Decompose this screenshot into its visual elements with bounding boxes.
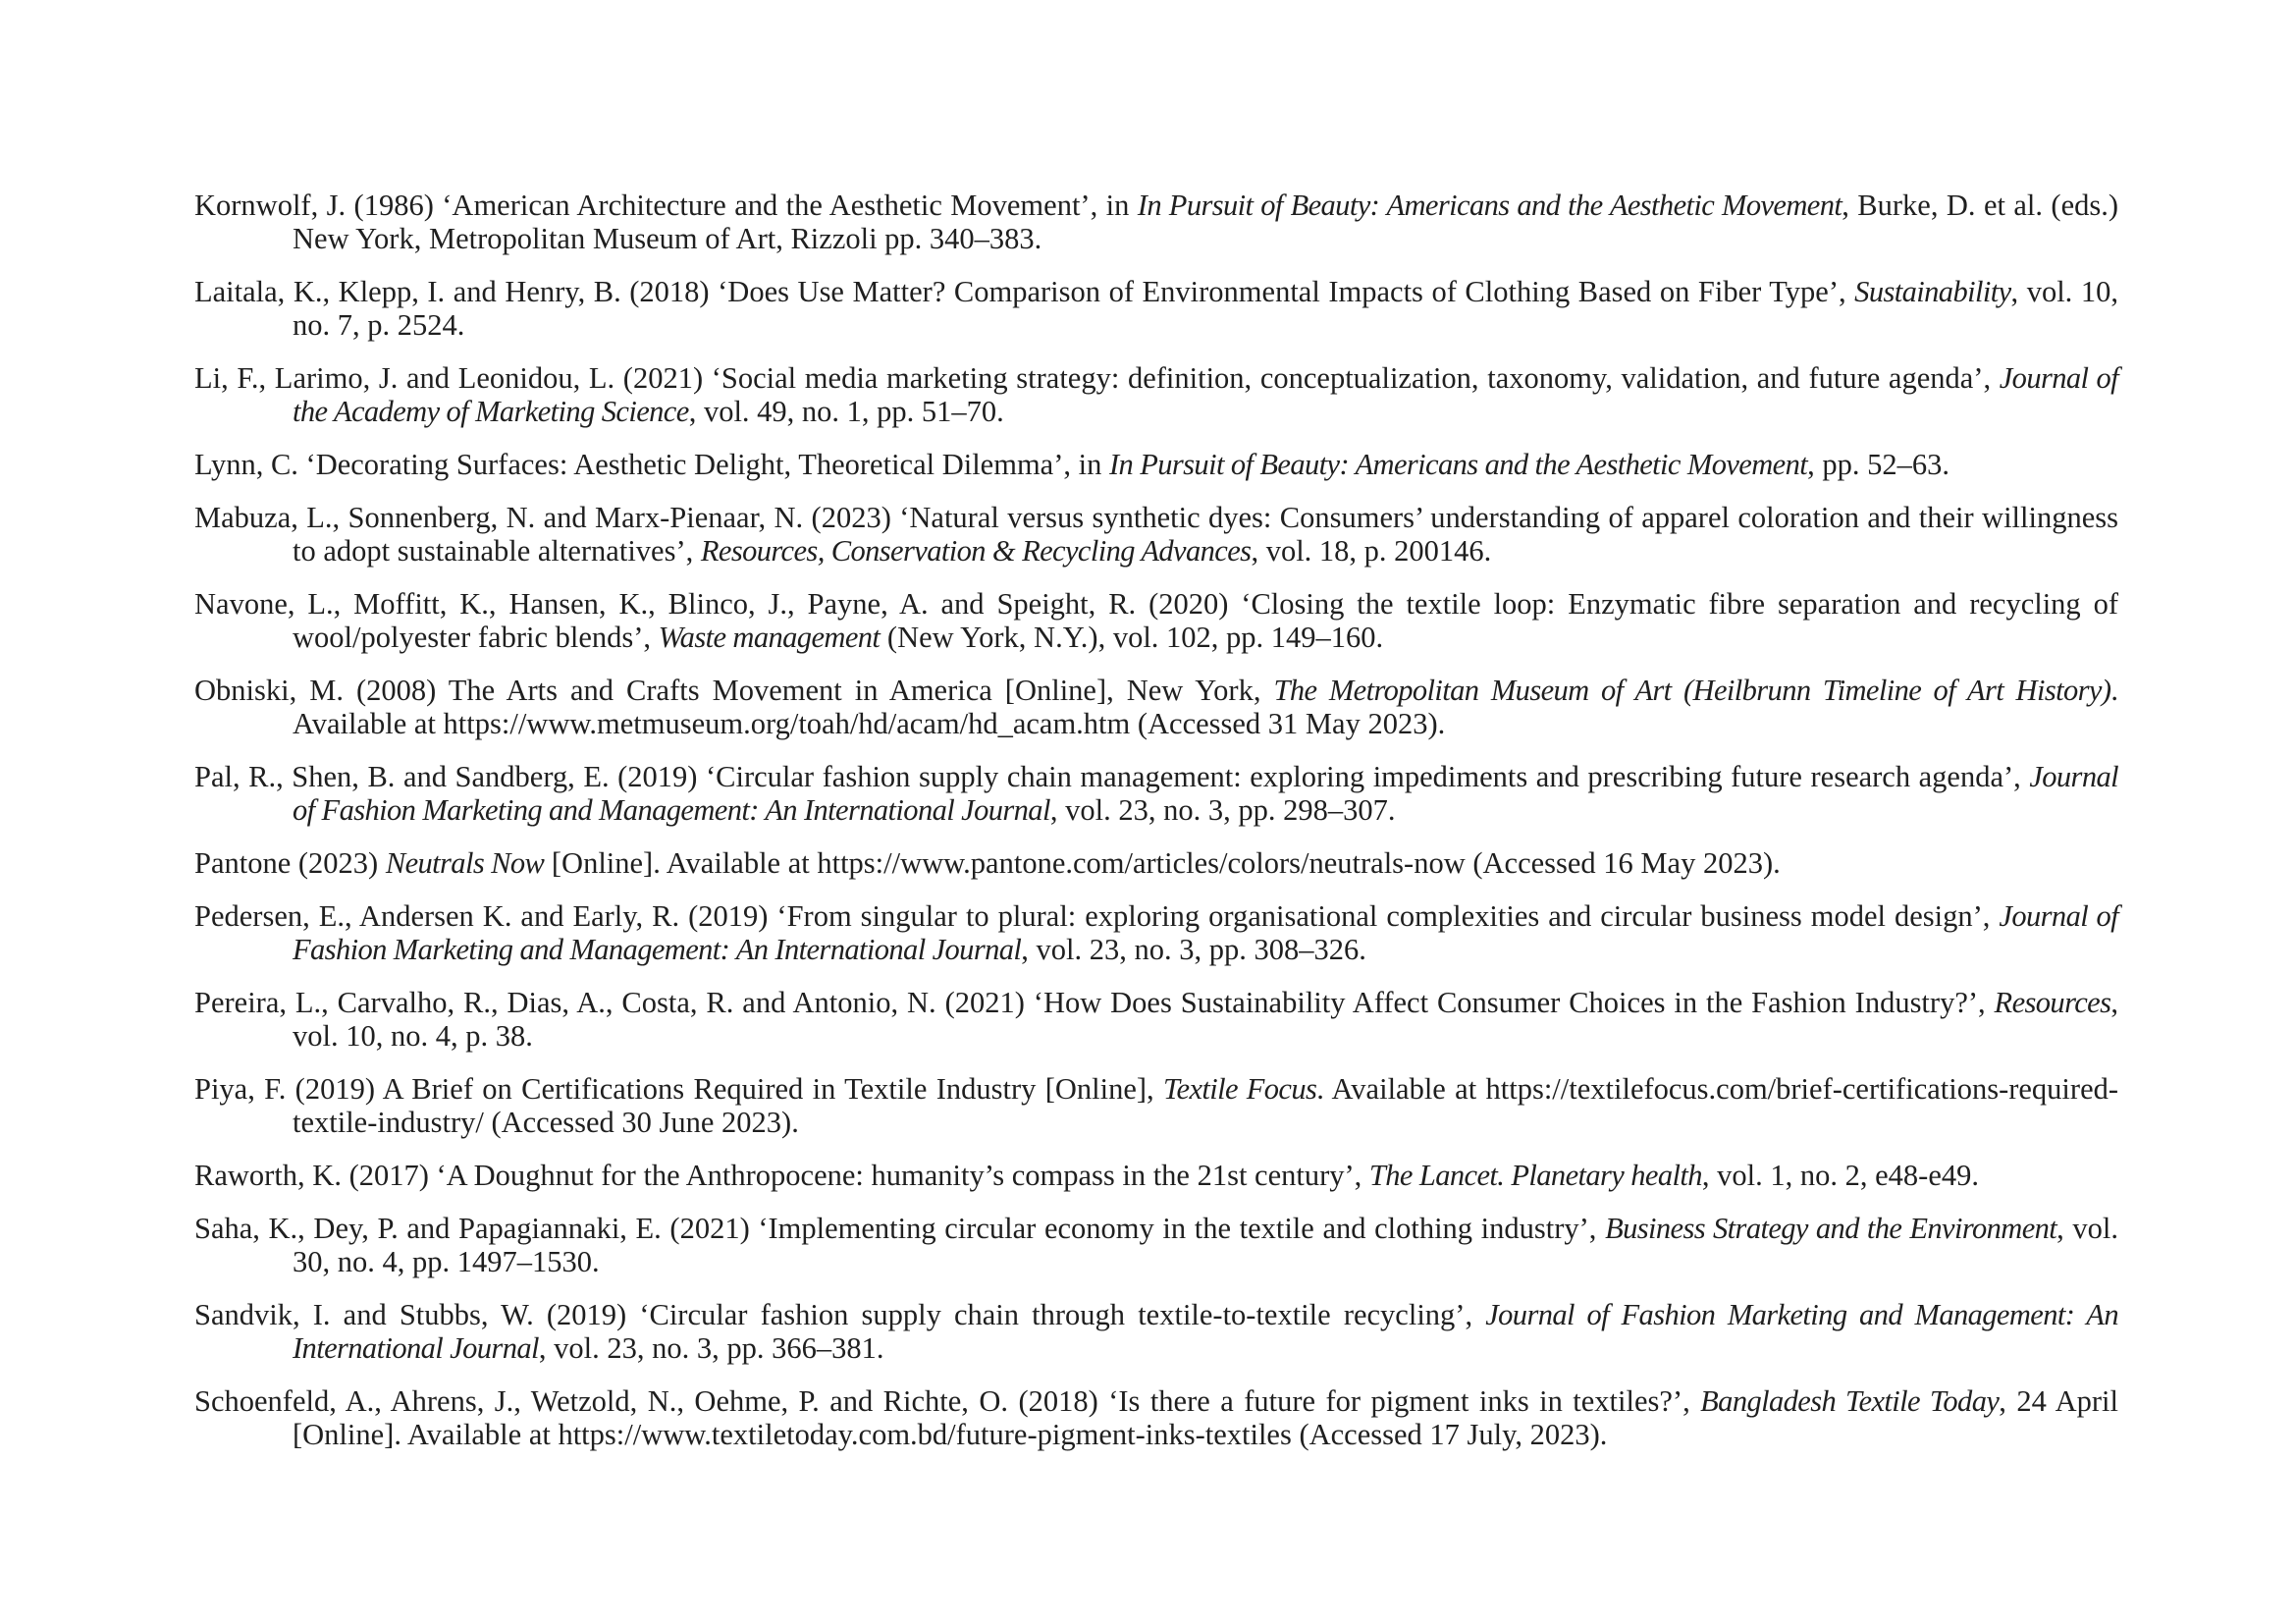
reference-text: . Available at https://www.metmuseum.org/toah/hd/acam/hd_acam.htm (Accessed 31 May 2023). <box>293 674 2118 740</box>
reference-text: Pedersen, E., Andersen K. and Early, R. (2019) ‘From singular to plural: exploring organisational complexities and circular business model design’, <box>194 899 2000 933</box>
reference-source-title: In Pursuit of Beauty: Americans and the Aesthetic Movement <box>1137 189 1842 222</box>
reference-text: Kornwolf, J. (1986) ‘American Architecture and the Aesthetic Movement’, in <box>194 189 1138 222</box>
reference-source-title: The Lancet. Planetary health <box>1368 1159 1702 1192</box>
reference-text: , vol. 30, no. 4, pp. 1497–1530. <box>293 1212 2119 1278</box>
reference-text: Piya, F. (2019) A Brief on Certifications Required in Textile Industry [Online], <box>194 1072 1163 1106</box>
reference-entry <box>194 448 2118 481</box>
reference-source-title: Business Strategy and the Environment <box>1605 1212 2057 1245</box>
reference-source-title: The Metropolitan Museum of Art (Heilbrunn Timeline of Art History) <box>1273 674 2111 707</box>
reference-text: Pereira, L., Carvalho, R., Dias, A., Costa, R. and Antonio, N. (2021) ‘How Does Sustainability Affect Consumer Choices in the Fashion Industry?’, <box>194 986 1995 1019</box>
reference-text: Saha, K., Dey, P. and Papagiannaki, E. (2021) ‘Implementing circular economy in the textile and clothing industry’, <box>194 1212 1606 1245</box>
reference-source-title: Waste management <box>658 621 881 654</box>
reference-entry <box>194 361 2118 428</box>
reference-source-title: Bangladesh Textile Today <box>1700 1384 2000 1418</box>
reference-entry <box>194 1072 2118 1139</box>
reference-entry <box>194 1298 2118 1365</box>
reference-text: Laitala, K., Klepp, I. and Henry, B. (2018) ‘Does Use Matter? Comparison of Environmental Impacts of Clothing Based on Fiber Type’, <box>194 275 1855 308</box>
reference-text: , pp. 52–63. <box>1807 448 1949 481</box>
reference-source-title: Resources <box>1994 986 2111 1019</box>
reference-text: , vol. 49, no. 1, pp. 51–70. <box>688 395 1004 428</box>
reference-text: , 24 April [Online]. Available at https://www.textiletoday.com.bd/future-pigment-inks-textiles (Accessed 17 July, 2023). <box>293 1384 2118 1451</box>
reference-text: , vol. 10, no. 4, p. 38. <box>293 986 2118 1053</box>
reference-source-title: Sustainability <box>1854 275 2011 308</box>
reference-text: , Burke, D. et al. (eds.) New York, Metropolitan Museum of Art, Rizzoli pp. 340–383. <box>293 189 2119 255</box>
reference-source-title: Journal of Fashion Marketing and Management: An International Journal <box>293 1298 2118 1365</box>
reference-entry <box>194 986 2118 1053</box>
reference-entry <box>194 189 2118 255</box>
reference-text: Mabuza, L., Sonnenberg, N. and Marx-Pienaar, N. (2023) ‘Natural versus synthetic dyes: Consumers’ understanding of apparel coloration and their willingness to adopt sustainable alternatives’, <box>194 501 2118 568</box>
reference-text: Navone, L., Moffitt, K., Hansen, K., Blinco, J., Payne, A. and Speight, R. (2020) ‘Closing the textile loop: Enzymatic fibre separation and recycling of wool/polyester fabric blends’, <box>194 587 2118 654</box>
reference-source-title: Journal of Fashion Marketing and Management: An International Journal <box>293 899 2119 966</box>
reference-text: , vol. 23, no. 3, pp. 366–381. <box>538 1331 884 1365</box>
reference-entry <box>194 846 2118 880</box>
reference-entry <box>194 501 2118 568</box>
reference-source-title: Textile Focus <box>1162 1072 1317 1106</box>
reference-entry <box>194 760 2118 827</box>
reference-entry <box>194 275 2118 342</box>
reference-text: Schoenfeld, A., Ahrens, J., Wetzold, N., Oehme, P. and Richte, O. (2018) ‘Is there a future for pigment inks in textiles?’, <box>194 1384 1701 1418</box>
reference-source-title: Journal of Fashion Marketing and Management: An International Journal <box>293 760 2118 827</box>
reference-text: (New York, N.Y.), vol. 102, pp. 149–160. <box>880 621 1384 654</box>
reference-text: Lynn, C. ‘Decorating Surfaces: Aesthetic Delight, Theoretical Dilemma’, in <box>194 448 1109 481</box>
reference-source-title: In Pursuit of Beauty: Americans and the Aesthetic Movement <box>1108 448 1808 481</box>
reference-text: , vol. 10, no. 7, p. 2524. <box>293 275 2118 342</box>
reference-entry <box>194 587 2118 654</box>
reference-text: , vol. 1, no. 2, e48-e49. <box>1701 1159 1979 1192</box>
reference-text: Pal, R., Shen, B. and Sandberg, E. (2019) ‘Circular fashion supply chain management: exploring impediments and prescribing future research agenda’, <box>194 760 2030 793</box>
reference-entry <box>194 1212 2118 1278</box>
reference-entry <box>194 1159 2118 1192</box>
reference-text: [Online]. Available at https://www.pantone.com/articles/colors/neutrals-now (Accessed 16 May 2023). <box>544 846 1781 880</box>
reference-text: , vol. 23, no. 3, pp. 308–326. <box>1021 933 1366 966</box>
reference-list <box>194 189 2118 1471</box>
reference-text: , vol. 23, no. 3, pp. 298–307. <box>1049 793 1396 827</box>
reference-source-title: Resources, Conservation & Recycling Advances <box>700 534 1252 568</box>
reference-text: Li, F., Larimo, J. and Leonidou, L. (2021) ‘Social media marketing strategy: definition, conceptualization, taxonomy, validation, and future agenda’, <box>194 361 2000 395</box>
reference-text: , vol. 18, p. 200146. <box>1251 534 1492 568</box>
reference-text: Raworth, K. (2017) ‘A Doughnut for the Anthropocene: humanity’s compass in the 21st century’, <box>194 1159 1369 1192</box>
reference-entry <box>194 674 2118 740</box>
reference-text: . Available at https://textilefocus.com/brief-certifications-required-textile-industry/ (Accessed 30 June 2023). <box>293 1072 2119 1139</box>
reference-entry <box>194 899 2118 966</box>
reference-source-title: Neutrals Now <box>385 846 545 880</box>
reference-text: Pantone (2023) <box>194 846 386 880</box>
reference-source-title: Journal of the Academy of Marketing Science <box>293 361 2118 428</box>
reference-text: Sandvik, I. and Stubbs, W. (2019) ‘Circular fashion supply chain through textile-to-textile recycling’, <box>194 1298 1486 1331</box>
reference-entry <box>194 1384 2118 1451</box>
reference-text: Obniski, M. (2008) The Arts and Crafts Movement in America [Online], New York, <box>194 674 1274 707</box>
